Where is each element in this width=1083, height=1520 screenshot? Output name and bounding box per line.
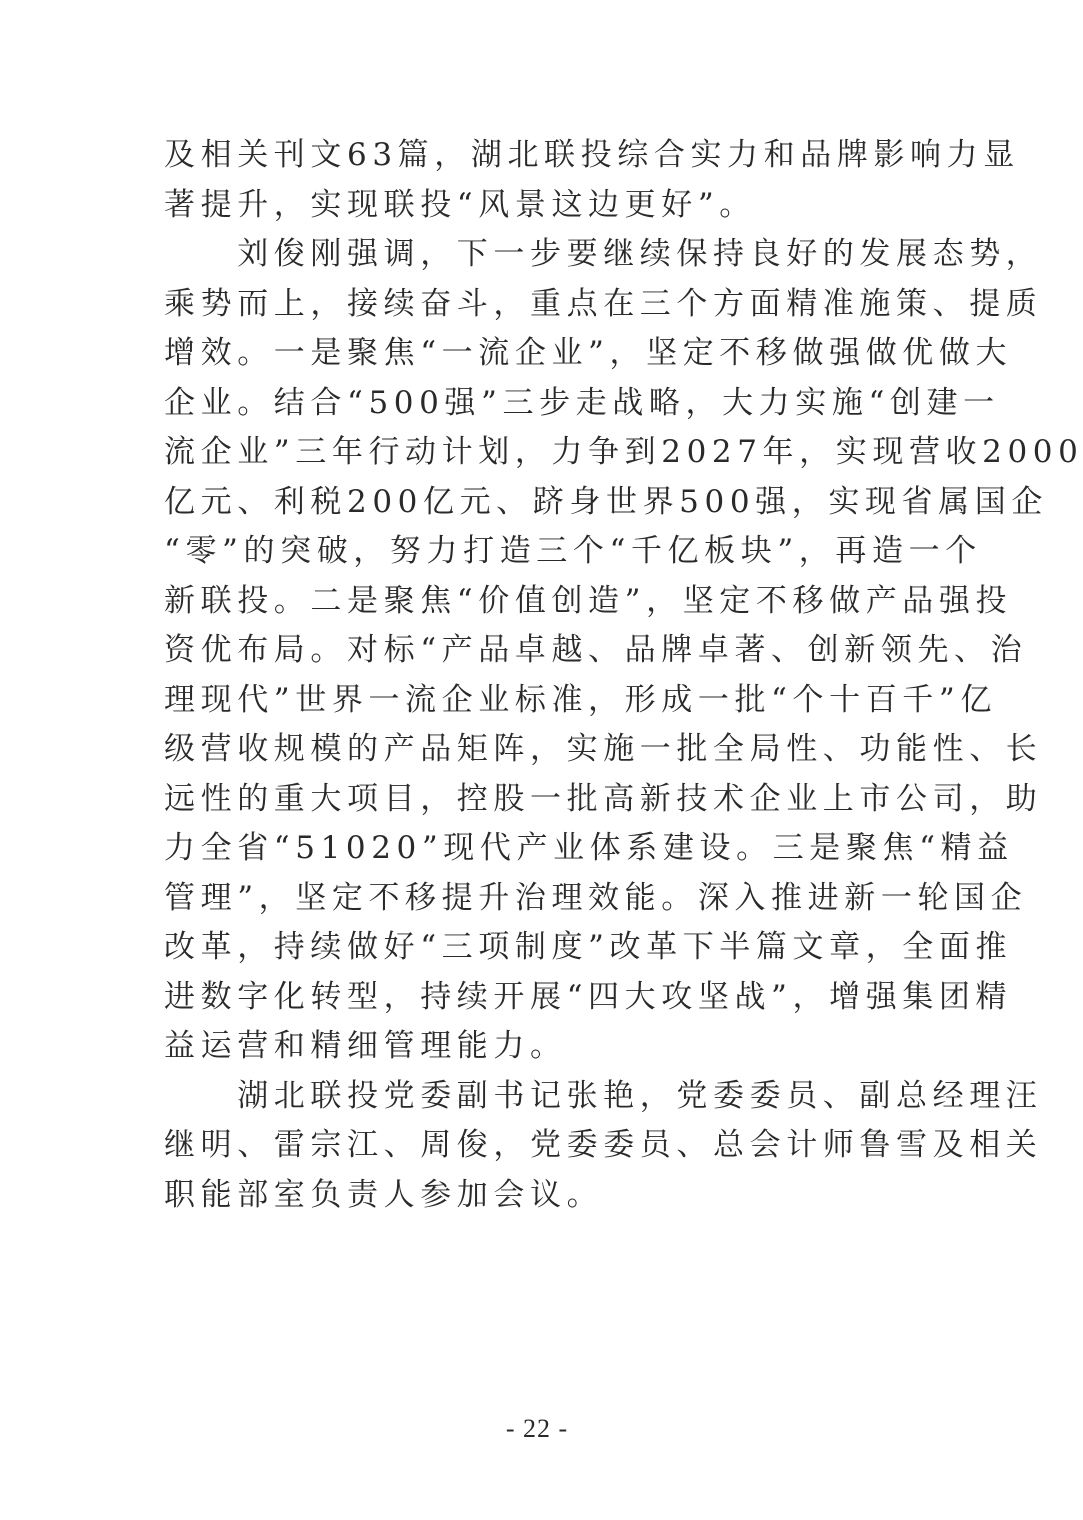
text-line: 益运营和精细管理能力。: [164, 1028, 567, 1064]
text-line: 力全省“51020”现代产业体系建设。三是聚焦“精益: [164, 830, 1014, 866]
text-line: 进数字化转型，持续开展“四大攻坚战”，增强集团精: [164, 978, 1013, 1015]
text-line: 乘势而上，接续奋斗，重点在三个方面精准施策、提质: [164, 285, 1043, 322]
page-number: - 22 -: [505, 1414, 569, 1443]
text-line: 湖北联投党委副书记张艳，党委委员、副总经理汪: [164, 1077, 1043, 1114]
text-line: 改革，持续做好“三项制度”改革下半篇文章，全面推: [164, 929, 1013, 965]
text-line: 资优布局。对标“产品卓越、品牌卓著、创新领先、治: [164, 632, 1028, 668]
text-line: 级营收规模的产品矩阵，实施一批全局性、功能性、长: [164, 731, 1043, 767]
text-line: 企业。结合“500强”三步走战略，大力实施“创建一: [164, 384, 1000, 421]
text-line: “零”的突破，努力打造三个“千亿板块”，再造一个: [164, 533, 982, 569]
text-line: 增效。一是聚焦“一流企业”，坚定不移做强做优做大: [164, 335, 1013, 371]
text-line: 流企业”三年行动计划，力争到2027年，实现营收2000: [164, 434, 1083, 470]
text-line: 继明、雷宗江、周俊，党委委员、总会计师鲁雪及相关: [164, 1127, 1043, 1163]
body-text: [164, 131, 1083, 1220]
text-line: 及相关刊文63篇，湖北联投综合实力和品牌影响力显: [164, 137, 1020, 173]
text-line: 著提升，实现联投“风景这边更好”。: [164, 186, 756, 223]
text-line: 亿元、利税200亿元、跻身世界500强，实现省属国企: [164, 483, 1048, 520]
text-line: 管理”，坚定不移提升治理效能。深入推进新一轮国企: [164, 879, 1028, 916]
text-line: 刘俊刚强调，下一步要继续保持良好的发展态势，: [164, 236, 1043, 272]
text-line: 理现代”世界一流企业标准，形成一批“个十百千”亿: [164, 681, 997, 718]
text-line: 职能部室负责人参加会议。: [164, 1176, 604, 1213]
text-line: 远性的重大项目，控股一批高新技术企业上市公司，助: [164, 780, 1043, 817]
text-line: 新联投。二是聚焦“价值创造”，坚定不移做产品强投: [164, 582, 1013, 619]
